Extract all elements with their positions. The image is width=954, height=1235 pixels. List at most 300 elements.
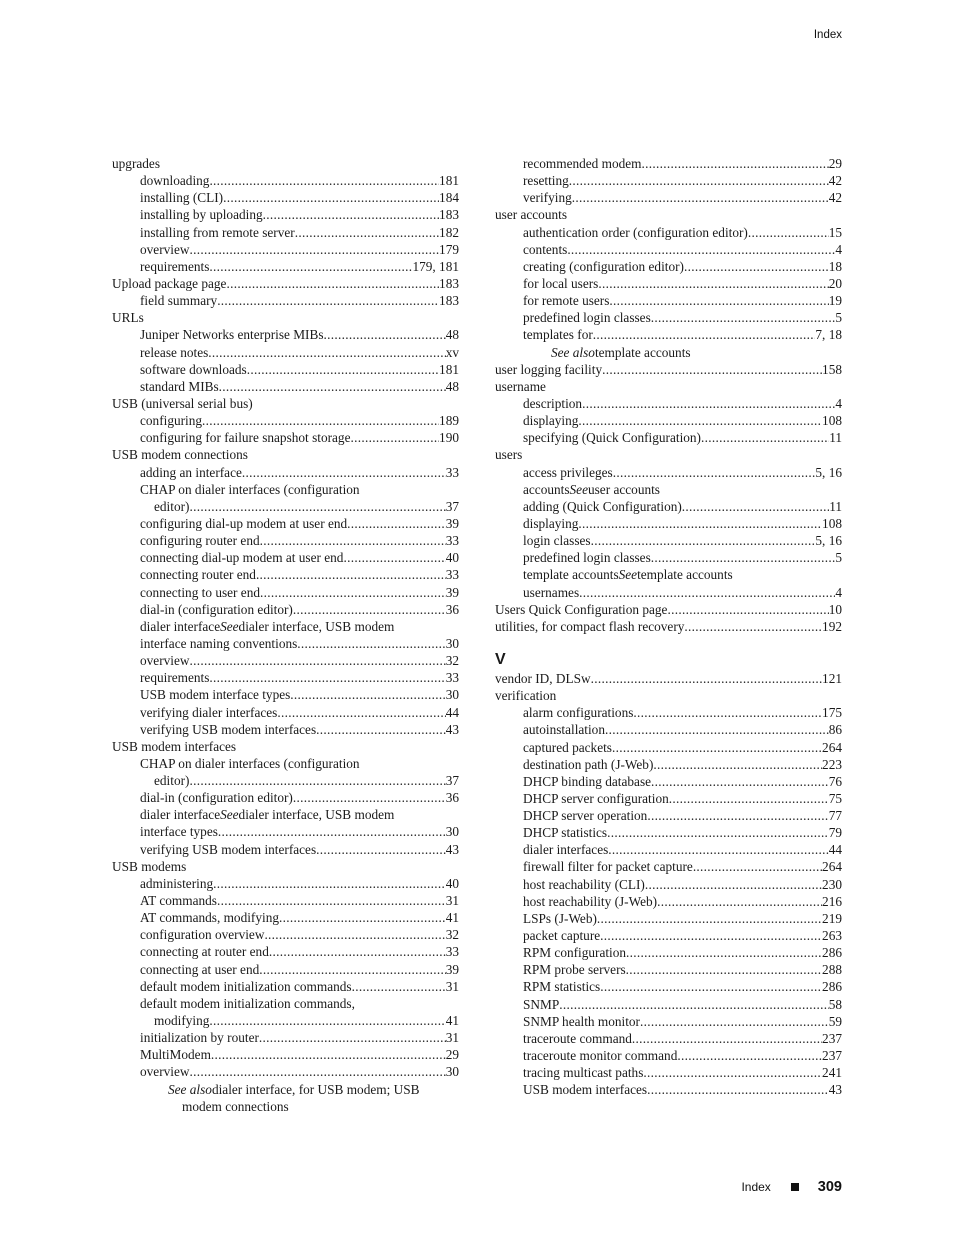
page-reference: 184 [439,190,459,206]
dot-leader [701,429,829,446]
index-entry [112,584,459,601]
page-reference: 7, 18 [815,327,842,343]
index-entry [495,481,842,498]
see-target: dialer interface, USB modem [238,807,395,823]
dot-leader [647,1081,829,1098]
dot-leader [269,943,446,960]
page-reference: 31 [445,893,459,909]
entry-term: RPM statistics [523,979,601,995]
index-entry [112,1098,459,1115]
dot-leader [219,378,446,395]
entry-term: configuring dial-up modem at user end [140,515,348,531]
page-reference: 43 [828,1082,842,1098]
index-entry [112,206,459,223]
dot-leader [653,756,822,773]
index-entry [112,652,459,669]
index-entry [495,739,842,756]
page-reference: 179 [439,241,459,257]
entry-term: SNMP health monitor [523,1013,640,1029]
index-entry [112,378,459,395]
index-entry [495,601,842,618]
index-entry [495,927,842,944]
index-entry [495,155,842,172]
entry-term: description [523,395,583,411]
entry-term: username [495,378,546,394]
index-entry [495,687,842,704]
entry-term: connecting at user end [140,961,260,977]
entry-term: for local users [523,275,599,291]
entry-term: alarm configurations [523,705,634,721]
dot-leader [651,549,836,566]
entry-term: DHCP server configuration [523,790,669,806]
dot-leader [293,789,446,806]
entry-term: SNMP [523,996,560,1012]
entry-term: standard MIBs [140,378,219,394]
page-reference: 5 [835,310,842,326]
page-reference: 264 [822,739,842,755]
entry-term: USB modem interfaces [112,738,237,754]
entry-term: configuring for failure snapshot storage [140,430,351,446]
dot-leader [202,412,439,429]
dot-leader [684,258,829,275]
dot-leader [600,927,822,944]
dot-leader [633,704,822,721]
index-entry [495,893,842,910]
entry-term: contents [523,241,568,257]
dot-leader [651,773,829,790]
index-column-right [495,155,842,1098]
index-entry [112,241,459,258]
index-entry [112,172,459,189]
dot-leader [256,566,446,583]
index-entry [495,326,842,343]
entry-term: adding an interface [140,464,242,480]
dot-leader [217,292,439,309]
page-reference: 29 [828,156,842,171]
entry-term: initialization by router [140,1030,259,1046]
index-entry [112,549,459,566]
index-entry [495,961,842,978]
page-reference: 237 [822,1048,842,1064]
entry-term: requirements [140,670,210,686]
dot-leader [605,721,829,738]
entry-term: accounts [523,481,570,497]
dot-leader [260,584,446,601]
index-entry [495,1013,842,1030]
page-reference: 30 [445,635,459,651]
dot-leader [613,464,816,481]
dot-leader [189,652,445,669]
dot-leader [279,909,446,926]
dot-leader [647,807,828,824]
entry-term: USB modems [112,858,187,874]
page-reference: 5, 16 [815,533,842,549]
index-entry [112,155,459,172]
dot-leader [669,790,829,807]
index-entry [112,189,459,206]
page-reference: 79 [828,825,842,841]
entry-term: editor) [154,773,190,789]
dot-leader [643,1064,822,1081]
entry-term: connecting at router end [140,944,269,960]
page-reference: 11 [829,430,842,446]
entry-term: DHCP server operation [523,808,648,824]
dot-leader [593,326,816,343]
dot-leader [597,910,822,927]
page-reference: 75 [828,790,842,806]
index-entry [495,721,842,738]
index-entry [112,772,459,789]
entry-term: user accounts [495,207,567,223]
page-reference: 108 [822,413,842,429]
index-entry [112,275,459,292]
entry-term: template accounts [523,567,619,583]
page-reference: 192 [822,618,842,634]
index-entry [112,309,459,326]
dot-leader [324,326,446,343]
index-entry [112,515,459,532]
page-reference: 181 [439,361,459,377]
entry-term: usernames [523,584,580,600]
dot-leader [189,1063,445,1080]
entry-term: traceroute command [523,1030,632,1046]
entry-term: RPM configuration [523,945,627,961]
page-reference: 263 [822,928,842,944]
index-entry [495,566,842,583]
page-reference: 48 [445,327,459,343]
entry-term: user logging facility [495,361,603,377]
page-reference: 4 [835,241,842,257]
dot-leader [316,841,446,858]
index-entry [495,704,842,721]
dot-leader [223,189,439,206]
page-reference: 37 [445,498,459,514]
index-entry [495,807,842,824]
entry-term: URLs [112,310,144,326]
entry-term: requirements [140,258,210,274]
entry-term: CHAP on dialer interfaces (configuration [140,481,360,497]
index-entry [495,206,842,223]
entry-term: access privileges [523,464,613,480]
index-entry [112,635,459,652]
index-entry [495,1081,842,1098]
index-entry [495,549,842,566]
dot-leader [600,978,822,995]
page-reference: 43 [445,721,459,737]
page-reference: 44 [828,842,842,858]
entry-term: creating (configuration editor) [523,258,684,274]
page-reference: 241 [822,1065,842,1081]
index-entry [495,241,842,258]
index-entry [112,1046,459,1063]
index-entry [112,704,459,721]
entry-term: DHCP binding database [523,773,652,789]
entry-term: dial-in (configuration editor) [140,790,293,806]
dot-leader [677,1047,822,1064]
dot-leader [295,224,439,241]
running-head: Index [813,29,842,41]
entry-term: verifying [523,190,572,206]
dot-leader [264,926,445,943]
entry-term: dialer interface [140,807,221,823]
index-entry [112,224,459,241]
index-entry [112,412,459,429]
page-reference: 30 [445,1064,459,1080]
footer-square-icon [791,1183,799,1191]
entry-term: verifying dialer interfaces [140,704,278,720]
dot-leader [209,258,412,275]
entry-term: USB modem connections [112,447,248,463]
dot-leader [578,412,822,429]
entry-term: packet capture [523,928,601,944]
index-entry [495,618,842,635]
entry-term: dial-in (configuration editor) [140,601,293,617]
entry-term: CHAP on dialer interfaces (configuration [140,755,360,771]
index-entry [495,1030,842,1047]
index-entry [112,875,459,892]
entry-term: configuring [140,413,203,429]
see-reference: See [220,618,239,634]
dot-leader [598,275,828,292]
index-entry [112,1063,459,1080]
index-entry [112,446,459,463]
page-reference: 175 [822,705,842,721]
entry-term: tracing multicast paths [523,1065,644,1081]
index-entry [495,464,842,481]
entry-term: configuring router end [140,533,260,549]
dot-leader [684,618,822,635]
see-reference: See [569,481,588,497]
entry-term: release notes [140,344,209,360]
page-reference: 42 [828,190,842,206]
entry-term: LSPs (J-Web) [523,910,597,926]
page-reference: 59 [828,1013,842,1029]
see-reference: See also [551,344,595,360]
entry-term: displaying [523,515,579,531]
entry-term: modem connections [182,1098,289,1114]
page-reference: 41 [445,1013,459,1029]
index-entry [112,789,459,806]
entry-term: overview [140,241,190,257]
page-reference: 4 [835,584,842,600]
index-entry [112,858,459,875]
page-reference: 48 [445,378,459,394]
index-entry [112,961,459,978]
index-entry [112,892,459,909]
dot-leader [189,772,445,789]
index-entry [495,258,842,275]
index-entry [112,995,459,1012]
dot-leader [612,739,822,756]
page-reference: 32 [445,653,459,669]
index-entry [495,532,842,549]
entry-term: host reachability (CLI) [523,876,645,892]
page-reference: 182 [439,224,459,240]
footer-label: Index [741,1180,771,1194]
index-entry [495,876,842,893]
entry-term: dialer interfaces [523,842,609,858]
page-reference: 237 [822,1030,842,1046]
page-reference: 36 [445,790,459,806]
page-reference: 40 [445,550,459,566]
see-target: dialer interface, USB modem [238,618,395,634]
dot-leader [208,344,445,361]
entry-term: connecting router end [140,567,256,583]
index-entry [112,841,459,858]
index-entry [112,1012,459,1029]
index-entry [112,618,459,635]
index-entry [112,532,459,549]
page-reference: 20 [828,275,842,291]
entry-term: AT commands [140,893,217,909]
entry-term: USB modem interfaces [523,1082,648,1098]
entry-term: recommended modem [523,156,642,171]
entry-term: configuration overview [140,927,265,943]
page-reference: 121 [822,670,842,686]
page-reference: 264 [822,859,842,875]
page-reference: 41 [445,910,459,926]
page-reference: 43 [445,841,459,857]
page-reference: 37 [445,773,459,789]
entry-term: modifying [154,1013,210,1029]
index-entry [495,498,842,515]
entry-term: autoinstallation [523,722,605,738]
page-reference: 18 [828,258,842,274]
dot-leader [347,515,446,532]
dot-leader [657,893,822,910]
index-entry [112,823,459,840]
dot-leader [226,275,439,292]
index-entry [495,172,842,189]
see-target: template accounts [594,344,691,360]
index-entry [495,344,842,361]
dot-leader [209,172,439,189]
page-reference: 11 [829,498,842,514]
dot-leader [693,858,822,875]
index-entry [495,1047,842,1064]
index-entry [495,584,842,601]
dot-leader [645,876,822,893]
entry-term: USB (universal serial bus) [112,395,253,411]
entry-term: specifying (Quick Configuration) [523,430,701,446]
dot-leader [189,241,439,258]
page-reference: 31 [445,978,459,994]
index-entry [112,344,459,361]
dot-leader [316,721,446,738]
index-entry [495,429,842,446]
index-entry [495,292,842,309]
index-entry [112,806,459,823]
dot-leader [632,1030,822,1047]
page-reference: 32 [445,927,459,943]
page-reference: 30 [445,824,459,840]
index-entry [495,446,842,463]
page-reference: 189 [439,413,459,429]
dot-leader [602,361,822,378]
entry-term: captured packets [523,739,612,755]
dot-leader [217,892,446,909]
entry-term: software downloads [140,361,247,377]
entry-term: connecting to user end [140,584,261,600]
index-entry [112,464,459,481]
index-entry [112,926,459,943]
index-entry [112,601,459,618]
page-reference: 183 [439,275,459,291]
dot-leader [626,944,822,961]
index-entry [112,943,459,960]
page-reference: 39 [445,584,459,600]
entry-term: interface types [140,824,218,840]
page-reference: 219 [822,910,842,926]
page-reference: 179, 181 [412,258,459,274]
page-reference: xv [445,344,459,360]
dot-leader [242,464,446,481]
dot-leader [578,515,822,532]
index-column-left [112,155,459,1115]
entry-term: overview [140,1064,190,1080]
see-target: user accounts [587,481,660,497]
index-entry [112,755,459,772]
index-entry [495,978,842,995]
index-entry [112,361,459,378]
index-entry [112,258,459,275]
entry-term: installing (CLI) [140,190,224,206]
index-entry [112,498,459,515]
page-reference: 39 [445,961,459,977]
index-entry [495,224,842,241]
dot-leader [579,584,835,601]
see-reference: See [220,807,239,823]
dot-leader [569,172,829,189]
section-letter: V [495,650,506,668]
index-entry [495,275,842,292]
index-entry [112,669,459,686]
index-entry [112,721,459,738]
entry-term: MultiModem [140,1047,211,1063]
entry-term: predefined login classes [523,550,651,566]
index-entry [112,566,459,583]
dot-leader [352,978,446,995]
dot-leader [259,961,445,978]
index-entry [495,790,842,807]
dot-leader [213,875,446,892]
entry-term: templates for [523,327,593,343]
index-entry [495,670,842,687]
see-target: dialer interface, for USB modem; USB [211,1081,420,1097]
index-entry [495,361,842,378]
index-entry [495,910,842,927]
dot-leader [582,395,835,412]
page-reference: 286 [822,945,842,961]
page-reference: 86 [828,722,842,738]
entry-term: destination path (J-Web) [523,756,654,772]
dot-leader [667,601,828,618]
dot-leader [277,704,445,721]
dot-leader [567,241,835,258]
page-footer [741,1179,842,1195]
dot-leader [626,961,822,978]
index-entry [112,909,459,926]
index-entry [495,756,842,773]
entry-term: AT commands, modifying [140,910,279,926]
page-reference: 183 [439,293,459,309]
entry-term: host reachability (J-Web) [523,893,658,909]
entry-term: verification [495,688,557,704]
entry-term: login classes [523,533,591,549]
dot-leader [189,498,445,515]
page-reference: 76 [828,773,842,789]
index-entry [495,378,842,395]
